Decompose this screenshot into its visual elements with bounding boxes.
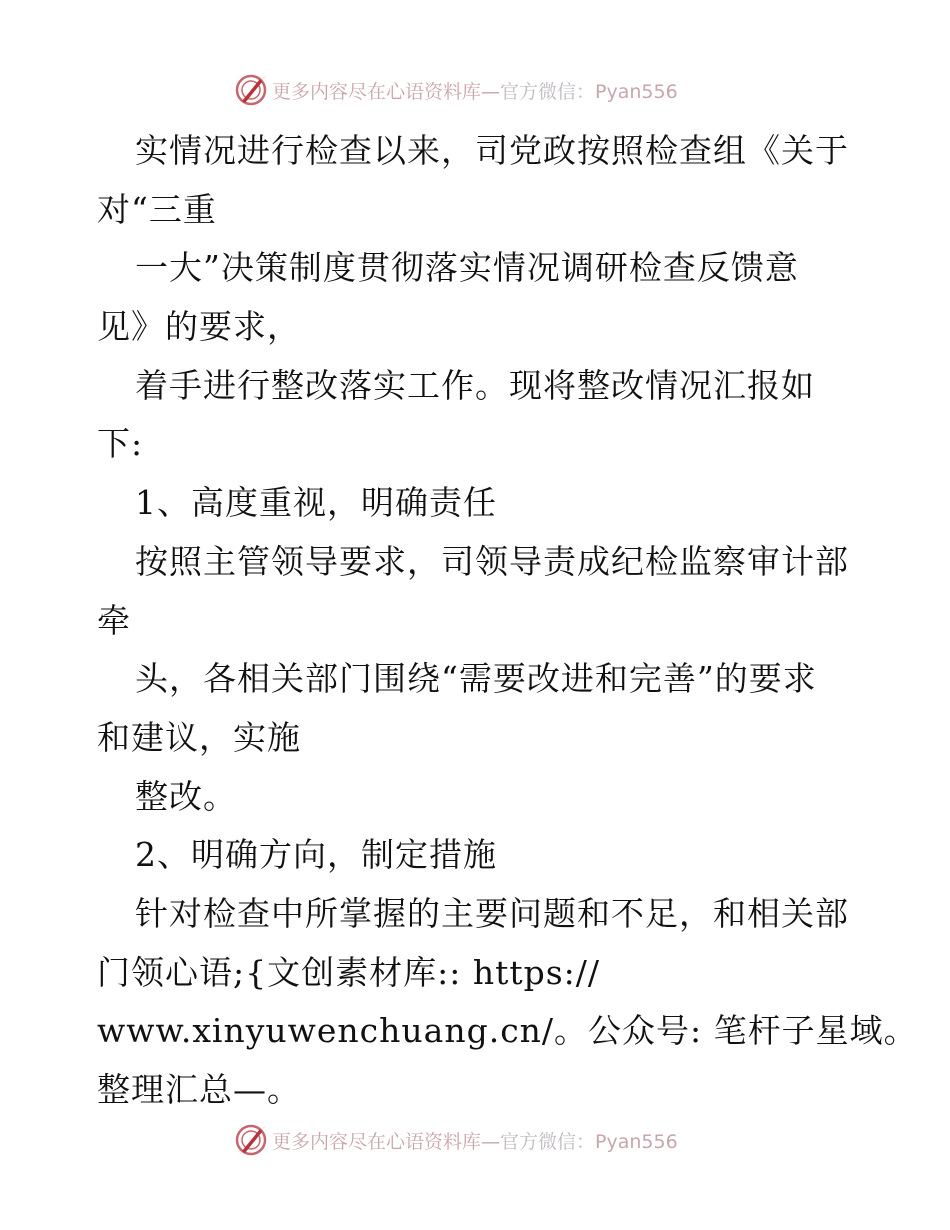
paragraph-line: 实情况进行检查以来，司党政按照检查组《关于 bbox=[135, 131, 849, 170]
paragraph-line: 针对检查中所掌握的主要问题和不足，和相关部 bbox=[135, 893, 849, 933]
footer-watermark-banner bbox=[0, 1120, 950, 1160]
paragraph-line: 对“三重 bbox=[97, 189, 217, 229]
quill-seal-icon bbox=[234, 1123, 268, 1157]
paragraph-line: 整理汇总—。 bbox=[97, 1070, 301, 1109]
paragraph-line: 见》的要求， bbox=[97, 307, 301, 347]
header-watermark-banner bbox=[0, 70, 950, 110]
paragraph-line: www.xinyuwenchuang.cn/。公众号: 笔杆子星域。 bbox=[97, 1011, 918, 1051]
section-heading: 1、高度重视，明确责任 bbox=[135, 483, 497, 523]
paragraph-line: 着手进行整改落实工作。现将整改情况汇报如 bbox=[135, 365, 815, 405]
section-heading: 2、明确方向，制定措施 bbox=[135, 835, 497, 875]
paragraph-line: 下: bbox=[97, 424, 144, 464]
paragraph-line: 门领心语;{文创素材库:: https:// bbox=[97, 952, 601, 992]
banner-text: 更多内容尽在心语资料库—官方微信：Pyan556 bbox=[272, 80, 678, 103]
document-body bbox=[97, 122, 918, 1120]
quill-seal-icon bbox=[234, 73, 268, 107]
paragraph-line: 牵 bbox=[97, 600, 131, 640]
paragraph-line: 按照主管领导要求，司领导责成纪检监察审计部 bbox=[135, 541, 849, 581]
paragraph-line: 头，各相关部门围绕“需要改进和完善”的要求 bbox=[135, 659, 817, 699]
banner-text: 更多内容尽在心语资料库—官方微信：Pyan556 bbox=[272, 1130, 678, 1153]
paragraph-line: 一大”决策制度贯彻落实情况调研检查反馈意 bbox=[135, 248, 799, 288]
paragraph-line: 整改。 bbox=[135, 776, 237, 816]
paragraph-line: 和建议，实施 bbox=[97, 717, 301, 757]
